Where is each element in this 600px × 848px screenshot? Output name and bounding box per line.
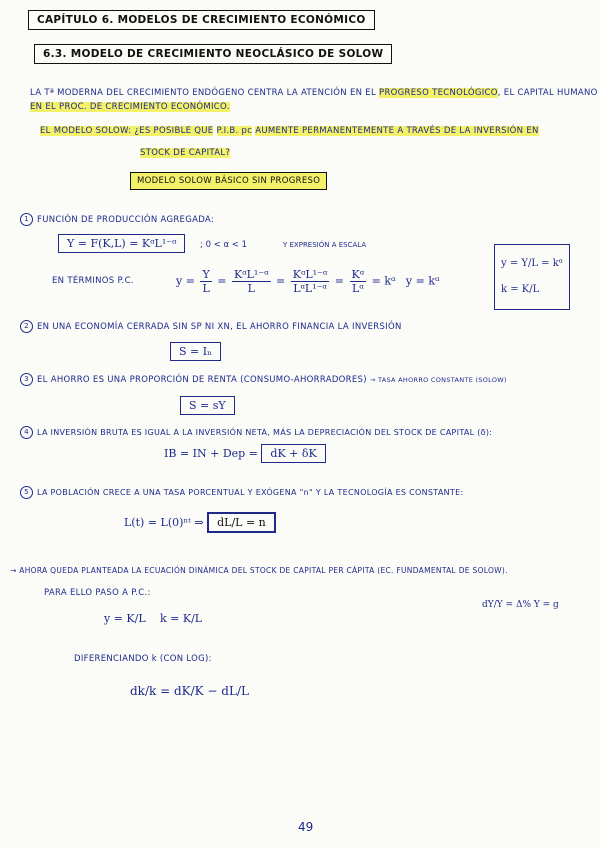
- gross-investment-box: dK + δK: [261, 444, 325, 463]
- item-3-text: 3 EL AHORRO ES UNA PROPORCIÓN DE RENTA (CONSUMO-AHORRADORES) → TASA AHORRO CONSTANTE (SOLOW): [20, 373, 507, 386]
- item-number: 2: [20, 320, 33, 333]
- alpha-condition: ; 0 < α < 1: [200, 240, 248, 250]
- production-function-eq: Y = F(K,L) = KᵅL¹⁻ᵅ: [58, 234, 185, 253]
- dynamic-eq-intro-2: PARA ELLO PASO A P.C.:: [44, 588, 151, 598]
- subtitle-box: MODELO SOLOW BÁSICO SIN PROGRESO: [130, 172, 327, 190]
- gross-investment-eq: IB = IN + Dep = dK + δK: [164, 447, 326, 460]
- chapter-title: [28, 10, 375, 30]
- population-growth-eq: L(t) = L(0)ⁿᵗ ⇒ dL/L = n: [124, 516, 276, 529]
- item-number: 5: [20, 486, 33, 499]
- item-1-title: 1 FUNCIÓN DE PRODUCCIÓN AGREGADA:: [20, 213, 214, 226]
- item-4-text: 4 LA INVERSIÓN BRUTA ES IGUAL A LA INVERSIÓN NETA, MÁS LA DEPRECIACIÓN DEL STOCK DE CAPITAL (δ):: [20, 426, 492, 439]
- item-number: 3: [20, 373, 33, 386]
- page-number: 49: [298, 820, 314, 834]
- capital-growth-eq: dk/k = dK/K − dL/L: [130, 684, 249, 698]
- pc-label: EN TÉRMINOS P.C.: [52, 276, 134, 286]
- pc-definition-y: y = K/L: [104, 612, 146, 625]
- pc-summary-box: y = Y/L = kᵅ k = K/L: [494, 244, 570, 310]
- intro-line-1: LA Tª MODERNA DEL CRECIMIENTO ENDÓGENO CENTRA LA ATENCIÓN EN EL PROGRESO TECNOLÓGICO, EL CAPITAL HUMANO: [30, 88, 598, 98]
- savings-investment-eq: S = Iₙ: [170, 342, 221, 361]
- pc-definition-k: k = K/L: [160, 612, 203, 625]
- item-2-text: 2 EN UNA ECONOMÍA CERRADA SIN SP NI XN, EL AHORRO FINANCIA LA INVERSIÓN: [20, 320, 402, 333]
- scale-note: Y EXPRESIÓN A ESCALA: [283, 241, 367, 249]
- pc-derivation: y = $\frac{Y}{L}$ = $\frac{\text{KᵅL¹⁻ᵅ}}{L}$ = $\frac{\text{KᵅL¹⁻ᵅ}}{\text{LᵅL¹⁻ᵅ}}$ = $\frac{\text{Kᵅ}}{\text{Lᵅ}}$ = kᵅ y = kᵅ: [176, 268, 440, 295]
- item-number: 4: [20, 426, 33, 439]
- section-title-text: 6.3. MODELO DE CRECIMIENTO NEOCLÁSICO DE SOLOW: [43, 48, 384, 60]
- item-5-text: 5 LA POBLACIÓN CRECE A UNA TASA PORCENTUAL Y EXÓGENA "n" Y LA TECNOLOGÍA ES CONSTANTE:: [20, 486, 463, 499]
- growth-rate-note: dY/Y = Δ% Y = g: [482, 600, 559, 610]
- item-number: 1: [20, 213, 33, 226]
- pc-result: y = kᵅ: [405, 274, 440, 288]
- highlight-progreso: PROGRESO TECNOLÓGICO: [379, 88, 498, 98]
- population-growth-box: dL/L = n: [207, 512, 276, 533]
- intro-line-4: STOCK DE CAPITAL?: [140, 148, 231, 158]
- chapter-title-text: CAPÍTULO 6. MODELOS DE CRECIMIENTO ECONÓMICO: [37, 14, 366, 26]
- differentiate-label: DIFERENCIANDO k (CON LOG):: [74, 654, 212, 664]
- intro-line-3: EL MODELO SOLOW: ¿ES POSIBLE QUE P.I.B. pc AUMENTE PERMANENTEMENTE A TRAVÉS DE LA INVERSIÓN EN: [40, 126, 539, 136]
- intro-line-2: EN EL PROC. DE CRECIMIENTO ECONÓMICO.: [30, 102, 230, 112]
- section-title: [34, 44, 392, 64]
- savings-rate-eq: S = sY: [180, 396, 235, 415]
- dynamic-eq-intro: → AHORA QUEDA PLANTEADA LA ECUACIÓN DINÁMICA DEL STOCK DE CAPITAL PER CÁPITA (EC. FUNDAMENTAL DE SOLOW).: [10, 566, 508, 575]
